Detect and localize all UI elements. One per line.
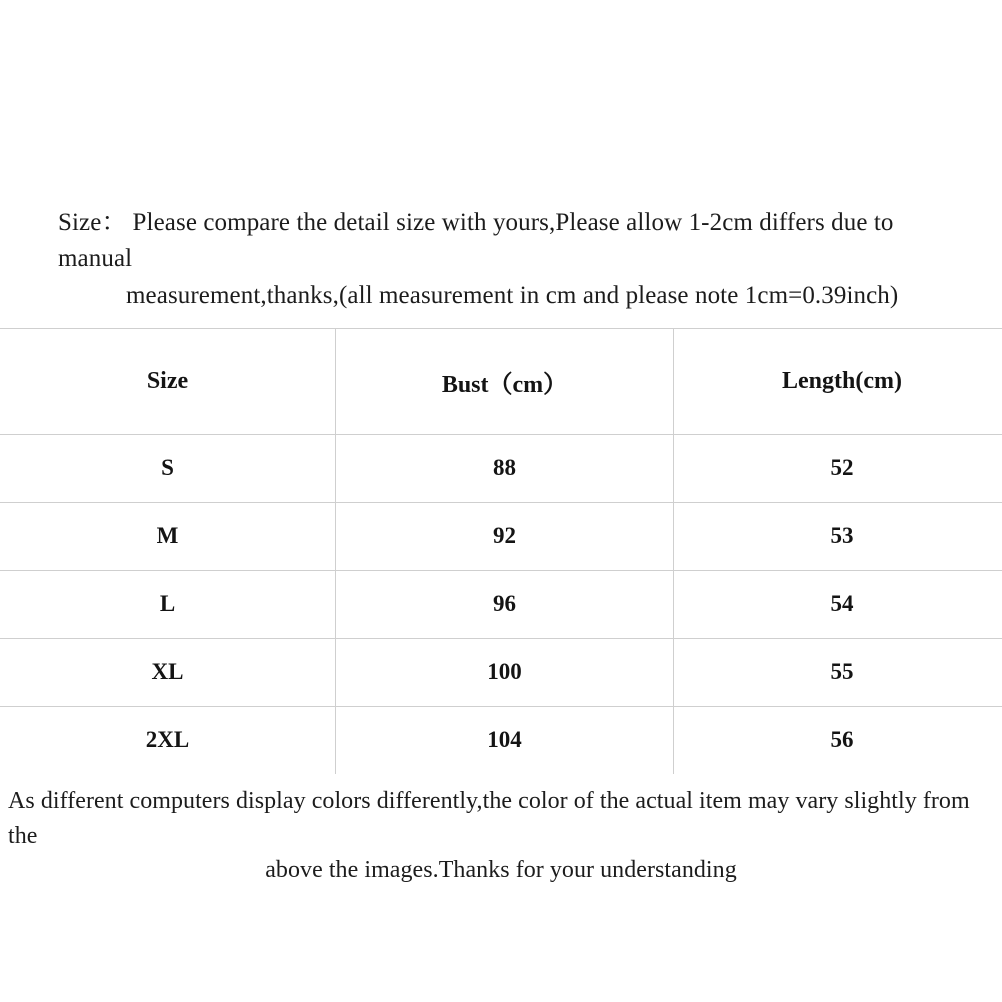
cell-size: S	[0, 434, 336, 502]
color-disclaimer-line-2: above the images.Thanks for your understanding	[265, 857, 737, 884]
cell-length: 56	[674, 706, 1002, 774]
table-row	[0, 706, 1002, 774]
intro-lead-label: Size：	[58, 209, 127, 236]
cell-length: 54	[674, 570, 1002, 638]
color-disclaimer	[0, 774, 1002, 888]
cell-size: 2XL	[0, 706, 336, 774]
cell-size: M	[0, 502, 336, 570]
table-row	[0, 502, 1002, 570]
table-row	[0, 638, 1002, 706]
size-table	[0, 328, 1002, 774]
intro-line-2: measurement,thanks,(all measurement in cm and please note 1cm=0.39inch)	[126, 281, 899, 309]
table-row	[0, 570, 1002, 638]
column-header-size: Size	[0, 328, 336, 434]
cell-size: XL	[0, 638, 336, 706]
cell-length: 55	[674, 638, 1002, 706]
cell-length: 52	[674, 434, 1002, 502]
intro-paragraph	[0, 205, 1002, 314]
size-table-head	[0, 328, 1002, 434]
size-table-body	[0, 434, 1002, 774]
table-header-row	[0, 328, 1002, 434]
cell-size: L	[0, 570, 336, 638]
column-header-bust: Bust（cm）	[336, 328, 674, 434]
size-chart-content	[0, 205, 1002, 888]
cell-bust: 88	[336, 434, 674, 502]
table-row	[0, 434, 1002, 502]
cell-bust: 92	[336, 502, 674, 570]
color-disclaimer-line-1: As different computers display colors differently,the color of the actual item may vary slightly from the	[8, 787, 970, 849]
cell-length: 53	[674, 502, 1002, 570]
intro-line-1: Please compare the detail size with yours,Please allow 1-2cm differs due to manual	[58, 209, 894, 273]
cell-bust: 96	[336, 570, 674, 638]
column-header-length: Length(cm)	[674, 328, 1002, 434]
cell-bust: 104	[336, 706, 674, 774]
cell-bust: 100	[336, 638, 674, 706]
